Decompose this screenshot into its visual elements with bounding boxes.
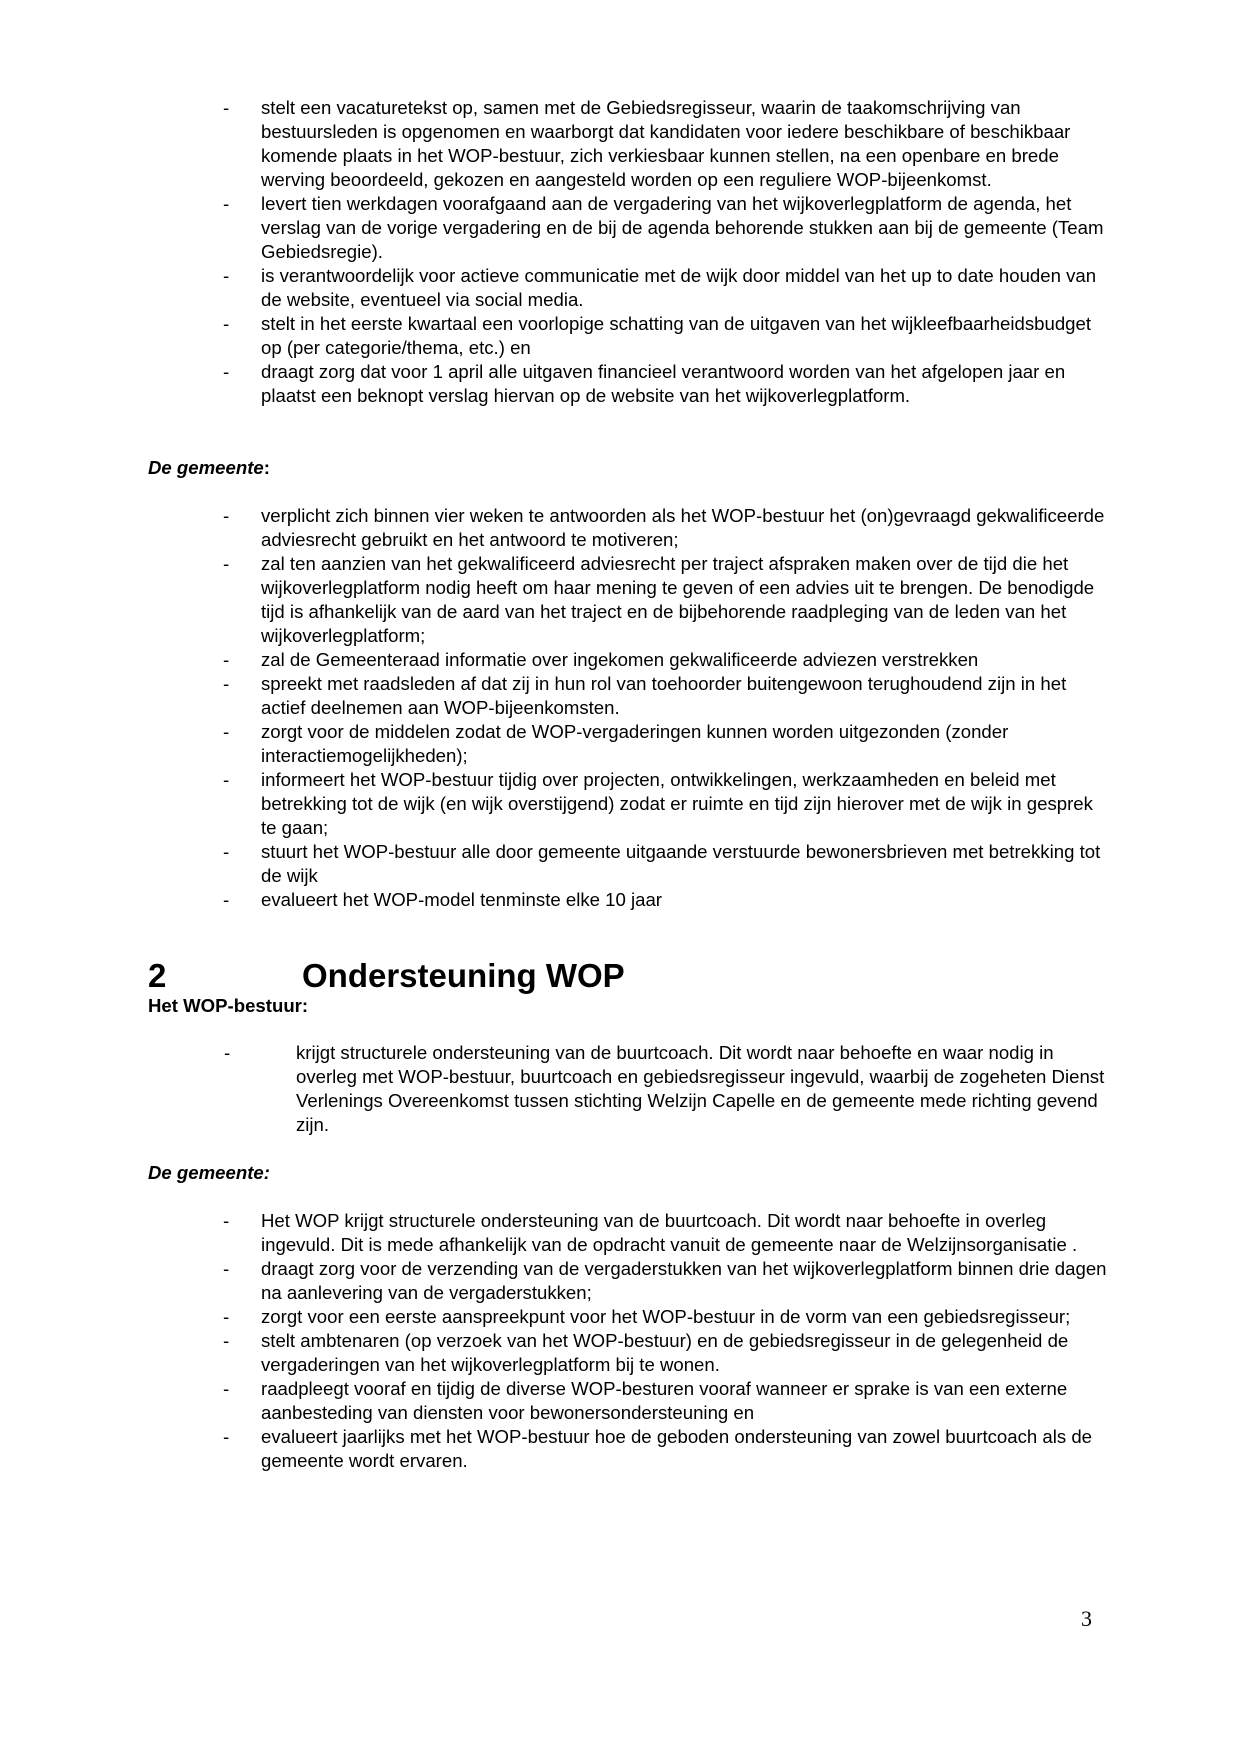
list-item-text: is verantwoordelijk voor actieve communicatie met de wijk door middel van het up to date houden van de website, eventueel via social media. (261, 265, 1097, 310)
list-item (148, 1305, 1108, 1329)
list-item-text: informeert het WOP-bestuur tijdig over projecten, ontwikkelingen, werkzaamheden en beleid met betrekking tot de wijk (en wijk overstijgend) zodat er ruimte en tijd zijn hierover met de wijk in gesprek te gaan; (261, 769, 1093, 838)
gemeente-support-list (148, 1209, 1108, 1473)
list-item (148, 648, 1108, 672)
list-item (148, 96, 1108, 192)
list-item-text: stelt in het eerste kwartaal een voorlopige schatting van de uitgaven van het wijkleefbaarheidsbudget op (per categorie/thema, etc.) en (261, 313, 1092, 358)
gemeente-heading-colon: : (263, 457, 270, 478)
list-item (148, 1041, 1108, 1137)
list-item-text: stelt een vacaturetekst op, samen met de Gebiedsregisseur, waarin de taakomschrijving van bestuursleden is opgenomen en waarborgt dat kandidaten voor iedere beschikbare of beschikbaar komende plaats in het WOP-bestuur, zich verkiesbaar kunnen stellen, na een openbare en brede werving beoordeeld, gekozen en aangesteld worden op een reguliere WOP-bijeenkomst. (261, 97, 1071, 190)
list-item (148, 312, 1108, 360)
bullet: - (223, 1330, 230, 1351)
section-title: Ondersteuning WOP (302, 957, 625, 994)
list-item (148, 720, 1108, 768)
list-item (148, 264, 1108, 312)
bullet: - (223, 673, 230, 694)
bullet: - (223, 889, 230, 910)
page-content (148, 96, 1108, 1473)
bestuur-support-list (148, 1041, 1108, 1137)
list-item (148, 840, 1108, 888)
list-item-text: zorgt voor een eerste aanspreekpunt voor het WOP-bestuur in de vorm van een gebiedsregisseur; (261, 1306, 1071, 1327)
bullet: - (223, 1210, 230, 1231)
list-item (148, 360, 1108, 408)
list-item (148, 768, 1108, 840)
list-item-text: stuurt het WOP-bestuur alle door gemeente uitgaande verstuurde bewonersbrieven met betrekking tot de wijk (261, 841, 1101, 886)
list-item-text: draagt zorg dat voor 1 april alle uitgaven financieel verantwoord worden van het afgelopen jaar en plaatst een beknopt verslag hiervan op de website van het wijkoverlegplatform. (261, 361, 1066, 406)
list-item (148, 888, 1108, 912)
gemeente-heading (148, 456, 1108, 480)
section-number: 2 (148, 957, 167, 994)
bullet: - (223, 553, 230, 574)
bullet: - (223, 1306, 230, 1327)
list-item (148, 552, 1108, 648)
bullet: - (223, 841, 230, 862)
gemeente-support-heading: De gemeente: (148, 1162, 270, 1183)
list-item (148, 672, 1108, 720)
bestuur-duties-list (148, 96, 1108, 408)
list-item (148, 1209, 1108, 1257)
section-2-heading (148, 957, 1108, 995)
bullet: - (223, 1426, 230, 1447)
list-item (148, 192, 1108, 264)
list-item-text: levert tien werkdagen voorafgaand aan de vergadering van het wijkoverlegplatform de agenda, het verslag van de vorige vergadering en de bij de agenda behorende stukken aan bij de gemeente (Team Gebiedsregie). (261, 193, 1104, 262)
list-item-text: zorgt voor de middelen zodat de WOP-vergaderingen kunnen worden uitgezonden (zonder interactiemogelijkheden); (261, 721, 1009, 766)
list-item (148, 1425, 1108, 1473)
bullet: - (223, 265, 230, 286)
bullet: - (223, 769, 230, 790)
bullet: - (223, 721, 230, 742)
bullet: - (224, 1042, 231, 1063)
list-item-text: stelt ambtenaren (op verzoek van het WOP-bestuur) en de gebiedsregisseur in de gelegenheid de vergaderingen van het wijkoverlegplatform bij te wonen. (261, 1330, 1069, 1375)
list-item-text: evalueert jaarlijks met het WOP-bestuur hoe de geboden ondersteuning van zowel buurtcoach als de gemeente wordt ervaren. (261, 1426, 1093, 1471)
bullet: - (223, 505, 230, 526)
page-number: 3 (1081, 1606, 1092, 1631)
list-item (148, 504, 1108, 552)
list-item-text: draagt zorg voor de verzending van de vergaderstukken van het wijkoverlegplatform binnen drie dagen na aanlevering van de vergaderstukken; (261, 1258, 1107, 1303)
list-item (148, 1257, 1108, 1305)
list-item (148, 1377, 1108, 1425)
list-item-text: Het WOP krijgt structurele ondersteuning van de buurtcoach. Dit wordt naar behoefte in overleg ingevuld. Dit is mede afhankelijk van de opdracht vanuit de gemeente naar de Welzijnsorganisatie . (261, 1210, 1078, 1255)
list-item-text: zal de Gemeenteraad informatie over ingekomen gekwalificeerde adviezen verstrekken (261, 649, 979, 670)
list-item (148, 1329, 1108, 1377)
list-item-text: krijgt structurele ondersteuning van de buurtcoach. Dit wordt naar behoefte en waar nodig in overleg met WOP-bestuur, buurtcoach en gebiedsregisseur ingevuld, waarbij de zogeheten Dienst Verlenings Overeenkomst tussen stichting Welzijn Capelle en de gemeente mede richting gevend zijn. (296, 1042, 1105, 1135)
gemeente-duties-list (148, 504, 1108, 912)
gemeente-heading-text: De gemeente (148, 457, 264, 478)
list-item-text: raadpleegt vooraf en tijdig de diverse WOP-besturen vooraf wanneer er sprake is van een externe aanbesteding van diensten voor bewonersondersteuning en (261, 1378, 1068, 1423)
list-item-text: spreekt met raadsleden af dat zij in hun rol van toehoorder buitengewoon terughoudend zijn in het actief deelnemen aan WOP-bijeenkomsten. (261, 673, 1067, 718)
list-item-text: evalueert het WOP-model tenminste elke 10 jaar (261, 889, 662, 910)
bullet: - (223, 1258, 230, 1279)
bullet: - (223, 97, 230, 118)
bullet: - (223, 313, 230, 334)
list-item-text: verplicht zich binnen vier weken te antwoorden als het WOP-bestuur het (on)gevraagd gekwalificeerde adviesrecht gebruikt en het antwoord te motiveren; (261, 505, 1105, 550)
bestuur-heading: Het WOP-bestuur: (148, 995, 309, 1016)
bullet: - (223, 649, 230, 670)
list-item-text: zal ten aanzien van het gekwalificeerd adviesrecht per traject afspraken maken over de tijd die het wijkoverlegplatform nodig heeft om haar mening te geven of een advies uit te brengen. De benodigde tijd is afhankelijk van de aard van het traject en de bijbehorende raadpleging van de leden van het wijkoverlegplatform; (261, 553, 1095, 646)
bullet: - (223, 1378, 230, 1399)
bullet: - (223, 361, 230, 382)
bullet: - (223, 193, 230, 214)
